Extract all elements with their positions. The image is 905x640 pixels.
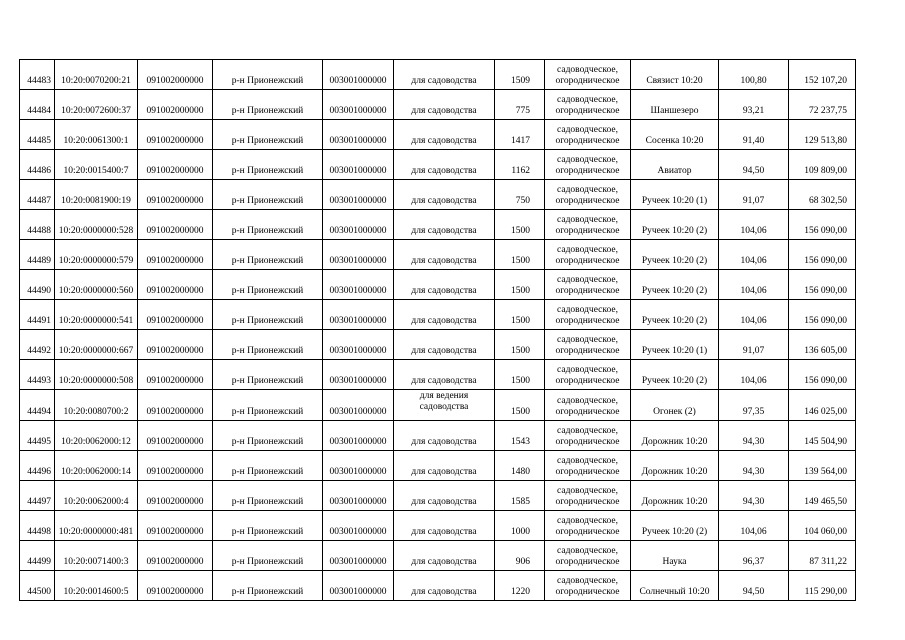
use-group-cell: садоводческое, огородническое (545, 360, 631, 390)
cadastral-value-cell: 87 311,22 (789, 541, 856, 571)
district-cell: р-н Прионежский (213, 270, 323, 300)
category-code-cell: 003001000000 (323, 390, 394, 421)
specific-value-cell: 96,37 (719, 541, 789, 571)
use-group-cell: садоводческое, огородническое (545, 60, 631, 90)
table-row (20, 150, 856, 180)
use-group-cell: садоводческое, огородническое (545, 300, 631, 330)
permitted-use-cell: для садоводства (394, 481, 495, 511)
use-group-cell: садоводческое, огородническое (545, 511, 631, 541)
location-cell: Наука (631, 541, 719, 571)
district-cell: р-н Прионежский (213, 421, 323, 451)
cadastral-number-cell: 10:20:0070200:21 (55, 60, 138, 90)
use-group-cell: садоводческое, огородническое (545, 120, 631, 150)
category-code-cell: 003001000000 (323, 300, 394, 330)
row-number-cell: 44485 (20, 120, 55, 150)
area-cell: 1220 (495, 571, 545, 601)
row-number-cell: 44488 (20, 210, 55, 240)
location-cell: Ручеек 10:20 (2) (631, 300, 719, 330)
cadastral-number-cell: 10:20:0015400:7 (55, 150, 138, 180)
district-cell: р-н Прионежский (213, 330, 323, 360)
cadastral-number-cell: 10:20:0062000:12 (55, 421, 138, 451)
district-cell: р-н Прионежский (213, 481, 323, 511)
cadastral-value-cell: 139 564,00 (789, 451, 856, 481)
cadastral-number-cell: 10:20:0000000:481 (55, 511, 138, 541)
specific-value-cell: 104,06 (719, 300, 789, 330)
row-number-cell: 44487 (20, 180, 55, 210)
district-cell: р-н Прионежский (213, 390, 323, 421)
category-code-cell: 003001000000 (323, 451, 394, 481)
district-cell: р-н Прионежский (213, 541, 323, 571)
row-number-cell: 44489 (20, 240, 55, 270)
location-cell: Ручеек 10:20 (2) (631, 240, 719, 270)
area-cell: 1500 (495, 330, 545, 360)
area-cell: 1585 (495, 481, 545, 511)
oktmo-code-cell: 091002000000 (138, 180, 213, 210)
category-code-cell: 003001000000 (323, 240, 394, 270)
area-cell: 1000 (495, 511, 545, 541)
use-group-cell: садоводческое, огородническое (545, 240, 631, 270)
table-row (20, 120, 856, 150)
permitted-use-cell: для садоводства (394, 330, 495, 360)
specific-value-cell: 104,06 (719, 210, 789, 240)
category-code-cell: 003001000000 (323, 421, 394, 451)
specific-value-cell: 104,06 (719, 270, 789, 300)
oktmo-code-cell: 091002000000 (138, 481, 213, 511)
specific-value-cell: 104,06 (719, 511, 789, 541)
cadastral-value-cell: 68 302,50 (789, 180, 856, 210)
row-number-cell: 44486 (20, 150, 55, 180)
permitted-use-cell: для садоводства (394, 240, 495, 270)
oktmo-code-cell: 091002000000 (138, 300, 213, 330)
oktmo-code-cell: 091002000000 (138, 240, 213, 270)
district-cell: р-н Прионежский (213, 571, 323, 601)
location-cell: Ручеек 10:20 (1) (631, 330, 719, 360)
table-row (20, 300, 856, 330)
use-group-cell: садоводческое, огородническое (545, 90, 631, 120)
cadastral-number-cell: 10:20:0072600:37 (55, 90, 138, 120)
cadastral-value-cell: 156 090,00 (789, 240, 856, 270)
area-cell: 1162 (495, 150, 545, 180)
oktmo-code-cell: 091002000000 (138, 210, 213, 240)
row-number-cell: 44495 (20, 421, 55, 451)
category-code-cell: 003001000000 (323, 571, 394, 601)
row-number-cell: 44499 (20, 541, 55, 571)
permitted-use-cell: для садоводства (394, 90, 495, 120)
use-group-cell: садоводческое, огородническое (545, 421, 631, 451)
district-cell: р-н Прионежский (213, 360, 323, 390)
cadastral-value-cell: 152 107,20 (789, 60, 856, 90)
use-group-cell: садоводческое, огородническое (545, 330, 631, 360)
area-cell: 1500 (495, 300, 545, 330)
oktmo-code-cell: 091002000000 (138, 120, 213, 150)
specific-value-cell: 94,30 (719, 451, 789, 481)
category-code-cell: 003001000000 (323, 90, 394, 120)
location-cell: Ручеек 10:20 (2) (631, 210, 719, 240)
area-cell: 1500 (495, 210, 545, 240)
specific-value-cell: 94,50 (719, 150, 789, 180)
row-number-cell: 44483 (20, 60, 55, 90)
cadastral-number-cell: 10:20:0081900:19 (55, 180, 138, 210)
category-code-cell: 003001000000 (323, 360, 394, 390)
permitted-use-cell: для садоводства (394, 210, 495, 240)
category-code-cell: 003001000000 (323, 270, 394, 300)
location-cell: Авиатор (631, 150, 719, 180)
permitted-use-cell: для садоводства (394, 150, 495, 180)
oktmo-code-cell: 091002000000 (138, 421, 213, 451)
cadastral-number-cell: 10:20:0062000:14 (55, 451, 138, 481)
specific-value-cell: 104,06 (719, 240, 789, 270)
permitted-use-cell: для садоводства (394, 571, 495, 601)
use-group-cell: садоводческое, огородническое (545, 150, 631, 180)
specific-value-cell: 104,06 (719, 360, 789, 390)
specific-value-cell: 91,40 (719, 120, 789, 150)
specific-value-cell: 91,07 (719, 330, 789, 360)
area-cell: 1543 (495, 421, 545, 451)
row-number-cell: 44492 (20, 330, 55, 360)
row-number-cell: 44490 (20, 270, 55, 300)
cadastral-value-cell: 156 090,00 (789, 210, 856, 240)
use-group-cell: садоводческое, огородническое (545, 451, 631, 481)
location-cell: Сосенка 10:20 (631, 120, 719, 150)
area-cell: 1500 (495, 270, 545, 300)
location-cell: Ручеек 10:20 (2) (631, 511, 719, 541)
district-cell: р-н Прионежский (213, 451, 323, 481)
cadastral-number-cell: 10:20:0080700:2 (55, 390, 138, 421)
location-cell: Ручеек 10:20 (2) (631, 270, 719, 300)
location-cell: Дорожник 10:20 (631, 481, 719, 511)
cadastral-value-cell: 129 513,80 (789, 120, 856, 150)
oktmo-code-cell: 091002000000 (138, 270, 213, 300)
use-group-cell: садоводческое, огородническое (545, 481, 631, 511)
row-number-cell: 44497 (20, 481, 55, 511)
specific-value-cell: 94,30 (719, 481, 789, 511)
permitted-use-cell: для садоводства (394, 451, 495, 481)
area-cell: 1417 (495, 120, 545, 150)
cadastral-number-cell: 10:20:0061300:1 (55, 120, 138, 150)
row-number-cell: 44493 (20, 360, 55, 390)
oktmo-code-cell: 091002000000 (138, 150, 213, 180)
row-number-cell: 44491 (20, 300, 55, 330)
category-code-cell: 003001000000 (323, 180, 394, 210)
table-row (20, 390, 856, 421)
category-code-cell: 003001000000 (323, 60, 394, 90)
cadastral-number-cell: 10:20:0000000:579 (55, 240, 138, 270)
cadastral-value-cell: 104 060,00 (789, 511, 856, 541)
oktmo-code-cell: 091002000000 (138, 541, 213, 571)
use-group-cell: садоводческое, огородническое (545, 270, 631, 300)
location-cell: Ручеек 10:20 (1) (631, 180, 719, 210)
permitted-use-cell: для садоводства (394, 60, 495, 90)
cadastral-number-cell: 10:20:0000000:667 (55, 330, 138, 360)
district-cell: р-н Прионежский (213, 120, 323, 150)
location-cell: Шаншезеро (631, 90, 719, 120)
district-cell: р-н Прионежский (213, 511, 323, 541)
cadastral-number-cell: 10:20:0000000:508 (55, 360, 138, 390)
category-code-cell: 003001000000 (323, 330, 394, 360)
cadastral-value-cell: 72 237,75 (789, 90, 856, 120)
district-cell: р-н Прионежский (213, 300, 323, 330)
cadastral-value-cell: 149 465,50 (789, 481, 856, 511)
use-group-cell: садоводческое, огородническое (545, 571, 631, 601)
cadastral-value-cell: 109 809,00 (789, 150, 856, 180)
category-code-cell: 003001000000 (323, 150, 394, 180)
specific-value-cell: 97,35 (719, 390, 789, 421)
area-cell: 1500 (495, 390, 545, 421)
table-row (20, 90, 856, 120)
permitted-use-cell: для садоводства (394, 421, 495, 451)
cadastral-value-cell: 156 090,00 (789, 270, 856, 300)
specific-value-cell: 91,07 (719, 180, 789, 210)
specific-value-cell: 100,80 (719, 60, 789, 90)
location-cell: Связист 10:20 (631, 60, 719, 90)
permitted-use-cell: для садоводства (394, 120, 495, 150)
use-group-cell: садоводческое, огородническое (545, 541, 631, 571)
cadastral-value-cell: 156 090,00 (789, 300, 856, 330)
cadastral-number-cell: 10:20:0014600:5 (55, 571, 138, 601)
area-cell: 1509 (495, 60, 545, 90)
category-code-cell: 003001000000 (323, 210, 394, 240)
table-row (20, 541, 856, 571)
oktmo-code-cell: 091002000000 (138, 90, 213, 120)
table-row (20, 451, 856, 481)
oktmo-code-cell: 091002000000 (138, 451, 213, 481)
cadastral-number-cell: 10:20:0000000:528 (55, 210, 138, 240)
oktmo-code-cell: 091002000000 (138, 571, 213, 601)
use-group-cell: садоводческое, огородническое (545, 210, 631, 240)
table-row (20, 330, 856, 360)
permitted-use-cell: для садоводства (394, 300, 495, 330)
table-row (20, 270, 856, 300)
oktmo-code-cell: 091002000000 (138, 330, 213, 360)
use-group-cell: садоводческое, огородническое (545, 180, 631, 210)
cadastral-value-cell: 145 504,90 (789, 421, 856, 451)
district-cell: р-н Прионежский (213, 60, 323, 90)
cadastral-number-cell: 10:20:0062000:4 (55, 481, 138, 511)
table-row (20, 481, 856, 511)
cadastral-number-cell: 10:20:0000000:560 (55, 270, 138, 300)
cadastral-value-cell: 156 090,00 (789, 360, 856, 390)
district-cell: р-н Прионежский (213, 210, 323, 240)
area-cell: 1480 (495, 451, 545, 481)
permitted-use-cell: для садоводства (394, 360, 495, 390)
category-code-cell: 003001000000 (323, 541, 394, 571)
specific-value-cell: 94,50 (719, 571, 789, 601)
table-row (20, 210, 856, 240)
area-cell: 1500 (495, 240, 545, 270)
location-cell: Дорожник 10:20 (631, 421, 719, 451)
row-number-cell: 44494 (20, 390, 55, 421)
table-row (20, 421, 856, 451)
row-number-cell: 44498 (20, 511, 55, 541)
district-cell: р-н Прионежский (213, 90, 323, 120)
permitted-use-cell: для садоводства (394, 511, 495, 541)
category-code-cell: 003001000000 (323, 481, 394, 511)
oktmo-code-cell: 091002000000 (138, 360, 213, 390)
oktmo-code-cell: 091002000000 (138, 390, 213, 421)
use-group-cell: садоводческое, огородническое (545, 390, 631, 421)
permitted-use-cell: для садоводства (394, 541, 495, 571)
category-code-cell: 003001000000 (323, 120, 394, 150)
row-number-cell: 44484 (20, 90, 55, 120)
district-cell: р-н Прионежский (213, 180, 323, 210)
table-body (20, 60, 856, 601)
district-cell: р-н Прионежский (213, 240, 323, 270)
specific-value-cell: 94,30 (719, 421, 789, 451)
category-code-cell: 003001000000 (323, 511, 394, 541)
table-row (20, 60, 856, 90)
table-row (20, 180, 856, 210)
table-row (20, 240, 856, 270)
table-row (20, 511, 856, 541)
area-cell: 775 (495, 90, 545, 120)
oktmo-code-cell: 091002000000 (138, 60, 213, 90)
permitted-use-cell: для садоводства (394, 270, 495, 300)
cadastral-value-cell: 146 025,00 (789, 390, 856, 421)
area-cell: 750 (495, 180, 545, 210)
area-cell: 906 (495, 541, 545, 571)
cadastral-value-cell: 115 290,00 (789, 571, 856, 601)
row-number-cell: 44496 (20, 451, 55, 481)
location-cell: Ручеек 10:20 (2) (631, 360, 719, 390)
cadastral-value-cell: 136 605,00 (789, 330, 856, 360)
cadastral-number-cell: 10:20:0000000:541 (55, 300, 138, 330)
land-parcel-table (19, 59, 856, 601)
cadastral-number-cell: 10:20:0071400:3 (55, 541, 138, 571)
specific-value-cell: 93,21 (719, 90, 789, 120)
table-row (20, 571, 856, 601)
permitted-use-cell: для ведения садоводства (394, 390, 495, 421)
location-cell: Дорожник 10:20 (631, 451, 719, 481)
row-number-cell: 44500 (20, 571, 55, 601)
location-cell: Огонек (2) (631, 390, 719, 421)
oktmo-code-cell: 091002000000 (138, 511, 213, 541)
area-cell: 1500 (495, 360, 545, 390)
location-cell: Солнечный 10:20 (631, 571, 719, 601)
table-row (20, 360, 856, 390)
permitted-use-cell: для садоводства (394, 180, 495, 210)
district-cell: р-н Прионежский (213, 150, 323, 180)
